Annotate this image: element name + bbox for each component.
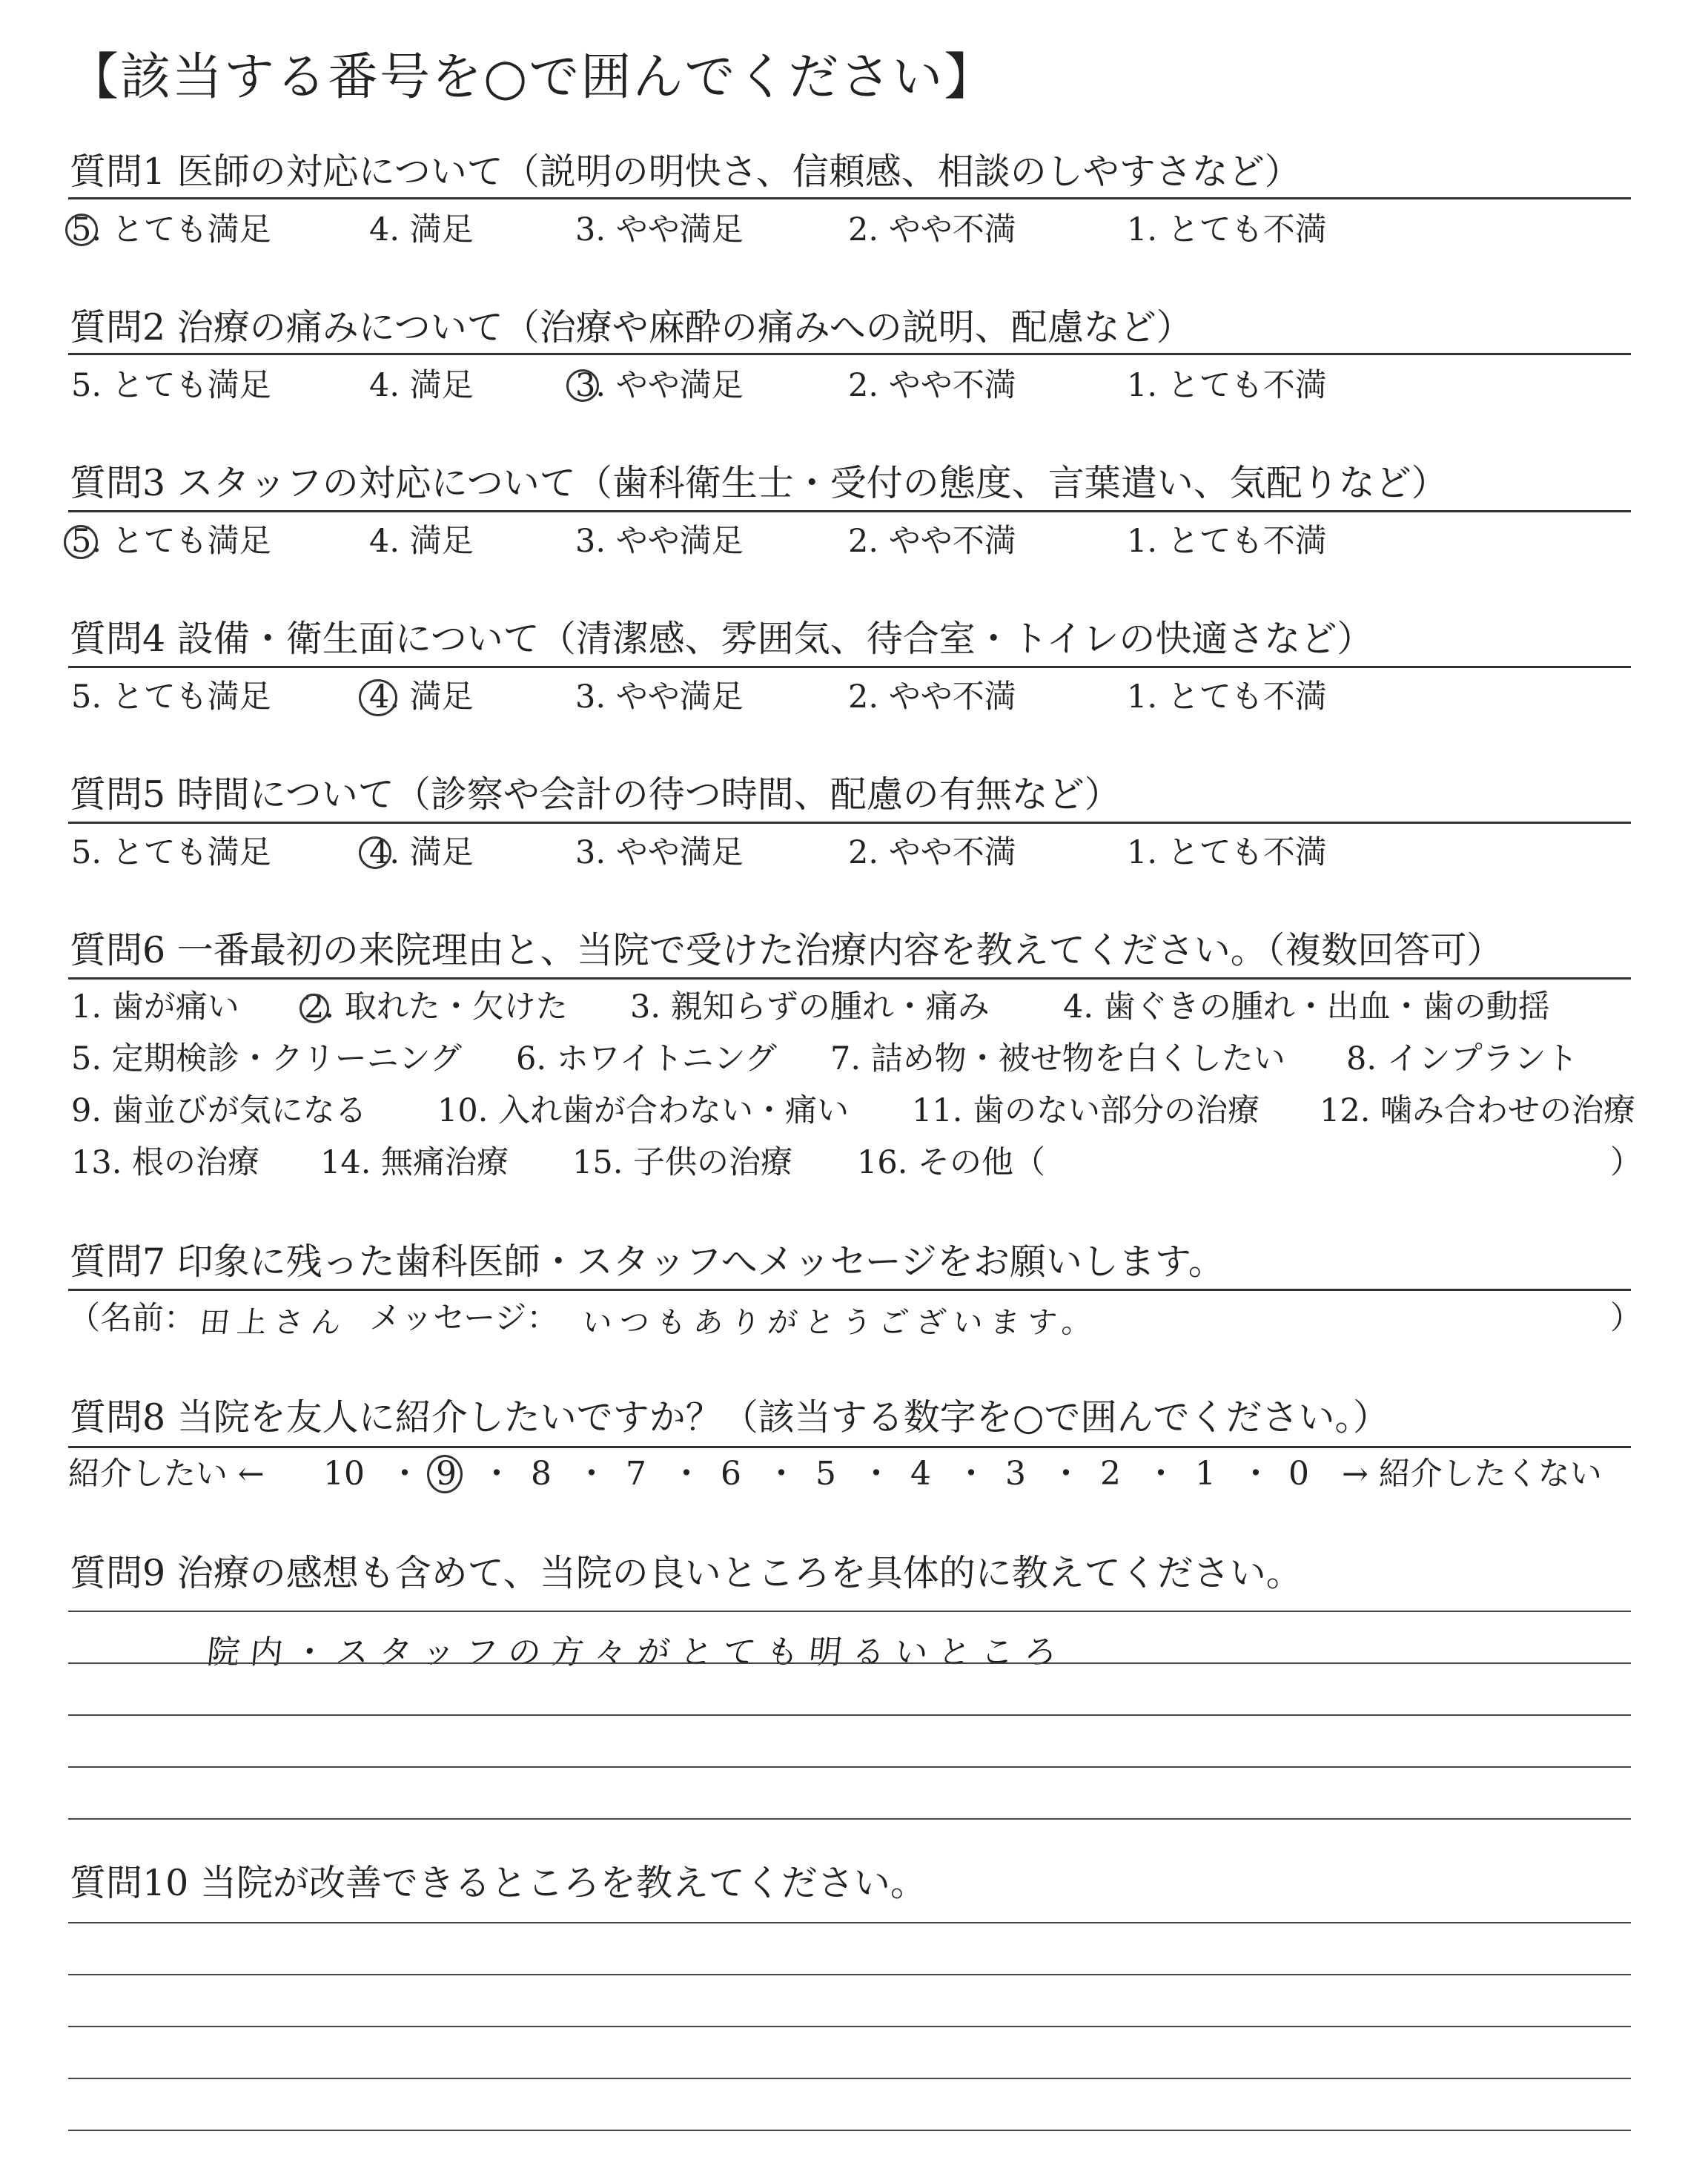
q10-line-5 xyxy=(68,2130,1631,2131)
q8-rule xyxy=(68,1446,1631,1448)
q3-option-2[interactable]: 2. やや不満 xyxy=(848,523,1016,560)
q7-name-value[interactable]: 田上さん xyxy=(198,1306,351,1340)
q2-title: 質問2 治療の痛みについて（治療や麻酔の痛みへの説明、配慮など） xyxy=(70,306,1193,349)
q8-scale-6[interactable]: 6 xyxy=(721,1455,741,1493)
q6-option-5[interactable]: 5. 定期検診・クリーニング xyxy=(71,1040,462,1077)
q6-option-11[interactable]: 11. 歯のない部分の治療 xyxy=(912,1092,1260,1129)
q8-scale-8[interactable]: 8 xyxy=(531,1455,552,1493)
q1-selected-circle xyxy=(65,214,98,246)
q10-line-1 xyxy=(68,1922,1631,1923)
q9-title: 質問9 治療の感想も含めて、当院の良いところを具体的に教えてください。 xyxy=(70,1552,1302,1594)
q8-separator: ・ xyxy=(1145,1455,1177,1493)
q4-option-1[interactable]: 1. とても不満 xyxy=(1127,678,1327,716)
q8-scale-3[interactable]: 3 xyxy=(1005,1455,1026,1493)
q2-option-4[interactable]: 4. 満足 xyxy=(369,367,474,404)
q4-option-3[interactable]: 3. やや満足 xyxy=(575,678,744,716)
q8-scale-7[interactable]: 7 xyxy=(626,1455,646,1493)
q2-option-3[interactable]: 3. やや満足 xyxy=(575,367,744,404)
q8-scale-2[interactable]: 2 xyxy=(1100,1455,1121,1493)
q8-separator: ・ xyxy=(1050,1455,1082,1493)
q5-option-4[interactable]: 4. 満足 xyxy=(369,834,474,871)
q8-scale-10[interactable]: 10 xyxy=(323,1455,365,1493)
q4-selected-circle xyxy=(359,679,397,716)
q2-rule xyxy=(68,353,1631,355)
q6-option-3[interactable]: 3. 親知らずの腫れ・痛み xyxy=(630,988,990,1025)
q3-rule xyxy=(68,510,1631,512)
q6-option-1[interactable]: 1. 歯が痛い xyxy=(71,988,239,1025)
q9-line-1 xyxy=(68,1611,1631,1612)
q8-selected-circle xyxy=(427,1455,463,1493)
q6-option-15[interactable]: 15. 子供の治療 xyxy=(572,1144,793,1181)
q10-line-4 xyxy=(68,2078,1631,2079)
q7-message-label: メッセージ： xyxy=(369,1300,559,1337)
q8-separator: ・ xyxy=(1239,1455,1272,1493)
q8-separator: ・ xyxy=(480,1455,513,1493)
q2-option-2[interactable]: 2. やや不満 xyxy=(848,367,1016,404)
q8-scale-9[interactable]: 9 xyxy=(436,1455,457,1493)
q7-title: 質問7 印象に残った歯科医師・スタッフへメッセージをお願いします。 xyxy=(70,1241,1225,1283)
q6-option-16[interactable]: 16. その他（ xyxy=(857,1144,1046,1181)
q9-answer[interactable]: 院内・スタッフの方々がとても明るいところ xyxy=(205,1634,1070,1671)
q8-scale-1[interactable]: 1 xyxy=(1195,1455,1216,1493)
q3-option-4[interactable]: 4. 満足 xyxy=(369,523,474,560)
q6-option-12[interactable]: 12. 噛み合わせの治療 xyxy=(1320,1092,1636,1129)
q10-line-3 xyxy=(68,2026,1631,2027)
q8-title: 質問8 当院を友人に紹介したいですか？（該当する数字を○で囲んでください。） xyxy=(70,1396,1390,1439)
q6-selected-circle xyxy=(299,994,329,1023)
q9-line-4 xyxy=(68,1766,1631,1768)
page-heading: 【該当する番号を○で囲んでください】 xyxy=(68,48,996,107)
q6-option-4[interactable]: 4. 歯ぐきの腫れ・出血・歯の動揺 xyxy=(1063,988,1550,1025)
q5-selected-circle xyxy=(359,836,391,869)
q1-title: 質問1 医師の対応について（説明の明快さ、信頼感、相談のしやすさなど） xyxy=(70,151,1301,193)
q8-separator: ・ xyxy=(388,1455,421,1493)
q7-message-value[interactable]: いつもありがとうございます。 xyxy=(580,1306,1101,1340)
q3-option-5[interactable]: 5. とても満足 xyxy=(71,523,271,560)
q10-title: 質問10 当院が改善できるところを教えてください。 xyxy=(70,1862,927,1904)
q4-option-5[interactable]: 5. とても満足 xyxy=(71,678,271,716)
q6-option-7[interactable]: 7. 詰め物・被せ物を白くしたい xyxy=(830,1040,1285,1077)
q4-option-2[interactable]: 2. やや不満 xyxy=(848,678,1016,716)
q4-option-4[interactable]: 4. 満足 xyxy=(369,678,474,716)
q10-line-2 xyxy=(68,1974,1631,1975)
q6-option-14[interactable]: 14. 無痛治療 xyxy=(320,1144,509,1181)
q7-close-paren: ） xyxy=(1610,1300,1642,1337)
q2-option-1[interactable]: 1. とても不満 xyxy=(1127,367,1327,404)
q3-selected-circle xyxy=(64,525,98,559)
q6-option-8[interactable]: 8. インプラント xyxy=(1346,1040,1578,1077)
q3-option-1[interactable]: 1. とても不満 xyxy=(1127,523,1327,560)
q6-option-9[interactable]: 9. 歯並びが気になる xyxy=(71,1092,367,1129)
q5-option-5[interactable]: 5. とても満足 xyxy=(71,834,271,871)
q1-option-1[interactable]: 1. とても不満 xyxy=(1127,211,1327,248)
q9-line-2 xyxy=(68,1662,1631,1664)
q2-selected-circle xyxy=(566,369,599,402)
q6-option-13[interactable]: 13. 根の治療 xyxy=(71,1144,260,1181)
q1-option-5[interactable]: 5. とても満足 xyxy=(71,211,271,248)
q9-line-5 xyxy=(68,1818,1631,1820)
q7-rule xyxy=(68,1289,1631,1291)
q8-left-label: 紹介したい ← xyxy=(68,1456,265,1493)
q8-separator: ・ xyxy=(670,1455,703,1493)
q2-option-5[interactable]: 5. とても満足 xyxy=(71,367,271,404)
q6-option-6[interactable]: 6. ホワイトニング xyxy=(516,1040,777,1077)
q6-title: 質問6 一番最初の来院理由と、当院で受けた治療内容を教えてください。（複数回答可） xyxy=(70,929,1503,971)
q8-separator: ・ xyxy=(765,1455,798,1493)
q1-option-3[interactable]: 3. やや満足 xyxy=(575,211,744,248)
q8-scale-0[interactable]: 0 xyxy=(1288,1455,1309,1493)
q6-other-close-paren: ） xyxy=(1610,1144,1642,1181)
q3-option-3[interactable]: 3. やや満足 xyxy=(575,523,744,560)
q5-title: 質問5 時間について（診察や会計の待つ時間、配慮の有無など） xyxy=(70,773,1121,816)
q4-title: 質問4 設備・衛生面について（清潔感、雰囲気、待合室・トイレの快適さなど） xyxy=(70,618,1374,660)
q6-rule xyxy=(68,977,1631,980)
q4-rule xyxy=(68,666,1631,668)
q6-option-10[interactable]: 10. 入れ歯が合わない・痛い xyxy=(437,1092,850,1129)
q7-name-label: （名前： xyxy=(68,1300,196,1337)
q8-scale-4[interactable]: 4 xyxy=(910,1455,931,1493)
q3-title: 質問3 スタッフの対応について（歯科衛生士・受付の態度、言葉遣い、気配りなど） xyxy=(70,462,1448,504)
q8-separator: ・ xyxy=(955,1455,987,1493)
q6-option-2[interactable]: 2. 取れた・欠けた xyxy=(304,988,568,1025)
q5-option-1[interactable]: 1. とても不満 xyxy=(1127,834,1327,871)
q1-rule xyxy=(68,197,1631,199)
q1-option-2[interactable]: 2. やや不満 xyxy=(848,211,1016,248)
q1-option-4[interactable]: 4. 満足 xyxy=(369,211,474,248)
q5-rule xyxy=(68,822,1631,824)
q5-option-3[interactable]: 3. やや満足 xyxy=(575,834,744,871)
q8-separator: ・ xyxy=(860,1455,893,1493)
q9-line-3 xyxy=(68,1714,1631,1716)
q5-option-2[interactable]: 2. やや不満 xyxy=(848,834,1016,871)
q8-right-label: → 紹介したくない xyxy=(1342,1456,1602,1493)
q8-separator: ・ xyxy=(575,1455,608,1493)
q8-scale-5[interactable]: 5 xyxy=(815,1455,836,1493)
